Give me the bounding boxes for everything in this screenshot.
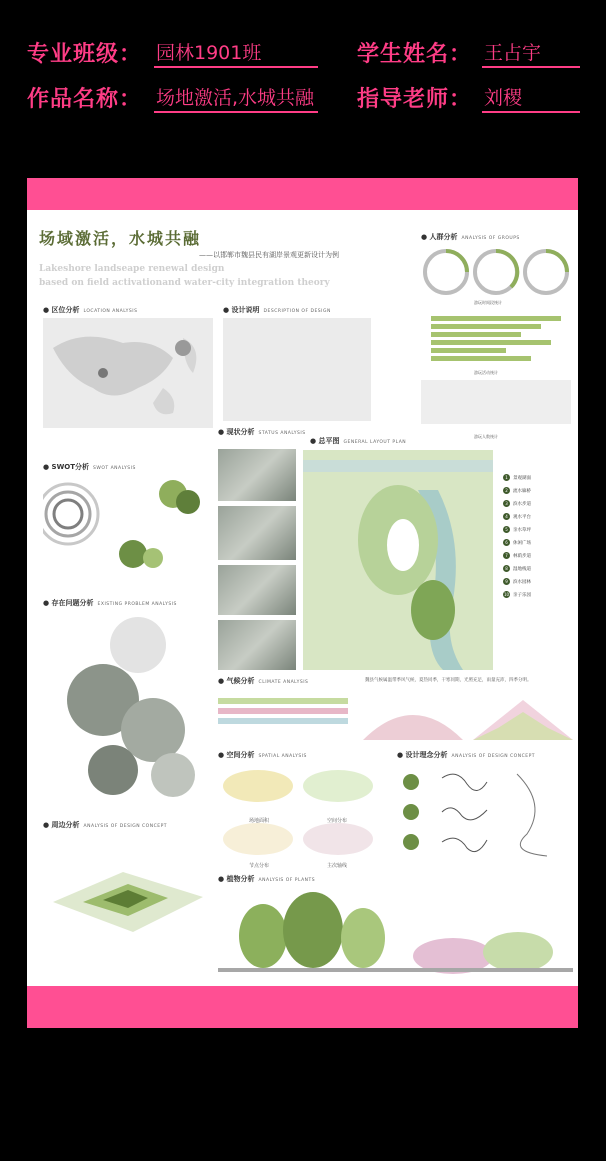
status-photo-2 <box>218 506 296 560</box>
spatial-maps-graphic <box>218 764 388 872</box>
section-groups: ● 人群分析 ANALYSIS OF GROUPS <box>421 233 520 241</box>
status-photo-3 <box>218 565 296 615</box>
legend-item-5: 5 亲水草坪 <box>503 526 531 536</box>
group-rings-graphic <box>421 246 571 298</box>
climate-description: 魏县气候属温带季风气候，夏热同季，干寒同期，光照充足，雨量充沛，四季分明。 <box>365 678 532 683</box>
section-climate: ● 气候分析 CLIMATE ANALYSIS <box>218 677 309 685</box>
poster-title: 场域激活，水城共融 <box>39 229 202 248</box>
section-swot: ● SWOT分析 SWOT ANALYSIS <box>43 463 136 471</box>
section-status: ● 现状分析 STATUS ANALYSIS <box>218 428 306 436</box>
poster-en-title-2: based on field activationand water-city integration theory <box>39 278 330 288</box>
legend-item-6: 6 休闲广场 <box>503 539 531 549</box>
usage-time-label: 游玩时间段统计 <box>474 300 502 305</box>
class-value: 园林1901班 <box>154 40 318 68</box>
surround-map-graphic <box>43 832 213 942</box>
poster-top-band <box>27 178 578 210</box>
layout-plan <box>303 450 493 670</box>
plants-graphic <box>218 886 573 978</box>
concept-graphic <box>397 764 573 860</box>
teacher-label: 指导老师： <box>357 87 473 112</box>
poster-en-title-1: Lakeshore landseape renewal design <box>39 264 225 274</box>
spatial-label-4: 主次轴线 <box>327 863 348 869</box>
layout-plan-graphic <box>303 450 493 670</box>
usage-bars-graphic <box>421 314 571 366</box>
problems-graphic <box>43 610 213 800</box>
section-layout: ● 总平图 GENERAL LAYOUT PLAN <box>310 437 407 445</box>
legend-item-4: 4 观水平台 <box>503 513 531 523</box>
spatial-label-3: 节点分布 <box>249 863 270 869</box>
work-value: 场地激活,水城共融 <box>154 85 318 113</box>
section-spatial: ● 空间分析 SPATIAL ANALYSIS <box>218 751 307 759</box>
legend-item-3: 3 滨水步道 <box>503 500 531 510</box>
section-plants: ● 植物分析 ANALYSIS OF PLANTS <box>218 875 316 883</box>
swot-graphic <box>43 474 213 574</box>
usage-bars <box>421 314 571 366</box>
legend-item-10: 10 亲子乐园 <box>503 592 531 598</box>
design-poster <box>27 178 578 1028</box>
section-problems: ● 存在问题分析 EXISTING PROBLEM ANALYSIS <box>43 599 177 607</box>
swot-arcs-graphic <box>43 474 213 574</box>
poster-bottom-band <box>27 986 578 1028</box>
legend-item-1: 1 景观湖面 <box>503 474 531 484</box>
groups-rings <box>421 246 571 298</box>
location-map <box>43 318 213 428</box>
poster-subtitle: ——以邯郸市魏县民有湖岸景观更新设计为例 <box>199 251 339 259</box>
people-label: 游玩人数统计 <box>474 434 498 439</box>
design-desc-box <box>223 318 371 421</box>
header-row-1 <box>0 40 606 80</box>
concept-sketch-graphic <box>397 764 573 860</box>
asia-map-graphic <box>43 318 213 428</box>
work-label: 作品名称： <box>27 87 143 112</box>
section-location: ● 区位分析 LOCATION ANALYSIS <box>43 306 138 314</box>
status-photo-4 <box>218 620 296 670</box>
section-surround: ● 周边分析 ANALYSIS OF DESIGN CONCEPT <box>43 821 168 829</box>
problem-photos-graphic <box>43 610 213 800</box>
section-concept: ● 设计理念分析 ANALYSIS OF DESIGN CONCEPT <box>397 751 536 759</box>
legend-item-2: 2 流水廊桥 <box>503 487 531 497</box>
header-row-2 <box>0 85 606 125</box>
student-label: 学生姓名： <box>357 42 473 67</box>
legend-item-7: 7 林荫步道 <box>503 552 531 562</box>
class-label: 专业班级： <box>27 42 143 67</box>
plant-sections-graphic <box>218 886 573 978</box>
climate-charts <box>218 690 573 748</box>
climate-charts-graphic <box>218 690 573 748</box>
legend-item-8: 8 湿地栈道 <box>503 565 531 575</box>
student-value: 王占宇 <box>482 40 580 68</box>
teacher-value: 刘稷 <box>482 85 580 113</box>
legend-item-9: 9 滨水园林 <box>503 578 531 588</box>
status-photo-1 <box>218 449 296 501</box>
spatial-label-1: 场地面积 <box>249 818 270 824</box>
surround-graphic <box>43 832 213 942</box>
layout-legend <box>503 474 573 604</box>
spatial-graphics <box>218 764 388 872</box>
activity-label: 游玩活动统计 <box>474 370 498 375</box>
spatial-label-2: 空间分布 <box>327 818 348 824</box>
activity-graphic <box>421 380 571 424</box>
section-design-desc: ● 设计说明 DESCRIPTION OF DESIGN <box>223 306 331 314</box>
